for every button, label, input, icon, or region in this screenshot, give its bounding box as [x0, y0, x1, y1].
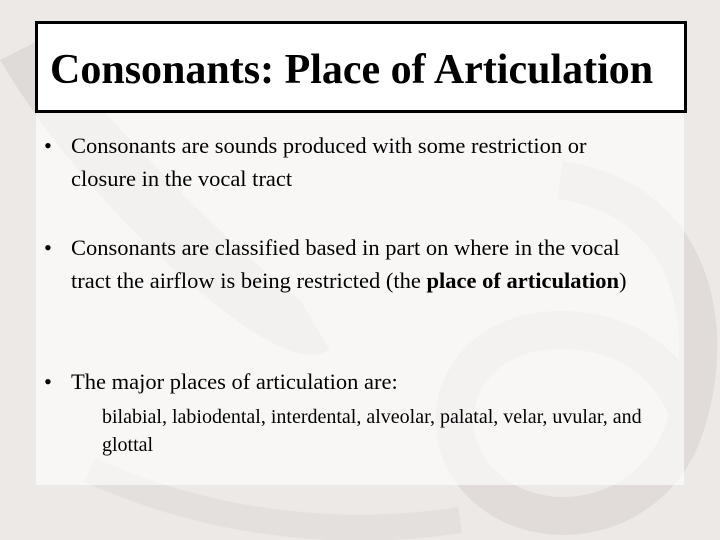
title-box [35, 21, 687, 113]
bullet-item [36, 365, 656, 398]
bullet-item [36, 129, 656, 195]
bullet-text [71, 231, 656, 297]
bullet-marker: • [44, 369, 52, 394]
bullet-text-part: ) [618, 268, 627, 293]
slide-title: Consonants: Place of Articulation [50, 47, 654, 93]
bullet-text-part: Consonants are classified based in part on where in the vocal tract the airflow is being restricted (the [71, 235, 620, 293]
bullet-text: The major places of articulation are: [71, 369, 398, 394]
bullet-text: Consonants are sounds produced with some restriction or closure in the vocal tract [71, 133, 587, 191]
sub-item-text: bilabial, labiodental, interdental, alveolar, palatal, velar, uvular, and glottal [102, 406, 642, 456]
content-panel [36, 113, 684, 485]
bullet-marker: • [44, 133, 52, 158]
bullet-marker: • [44, 235, 52, 260]
bullet-item [36, 231, 656, 297]
bold-term: place of articulation [426, 268, 619, 293]
